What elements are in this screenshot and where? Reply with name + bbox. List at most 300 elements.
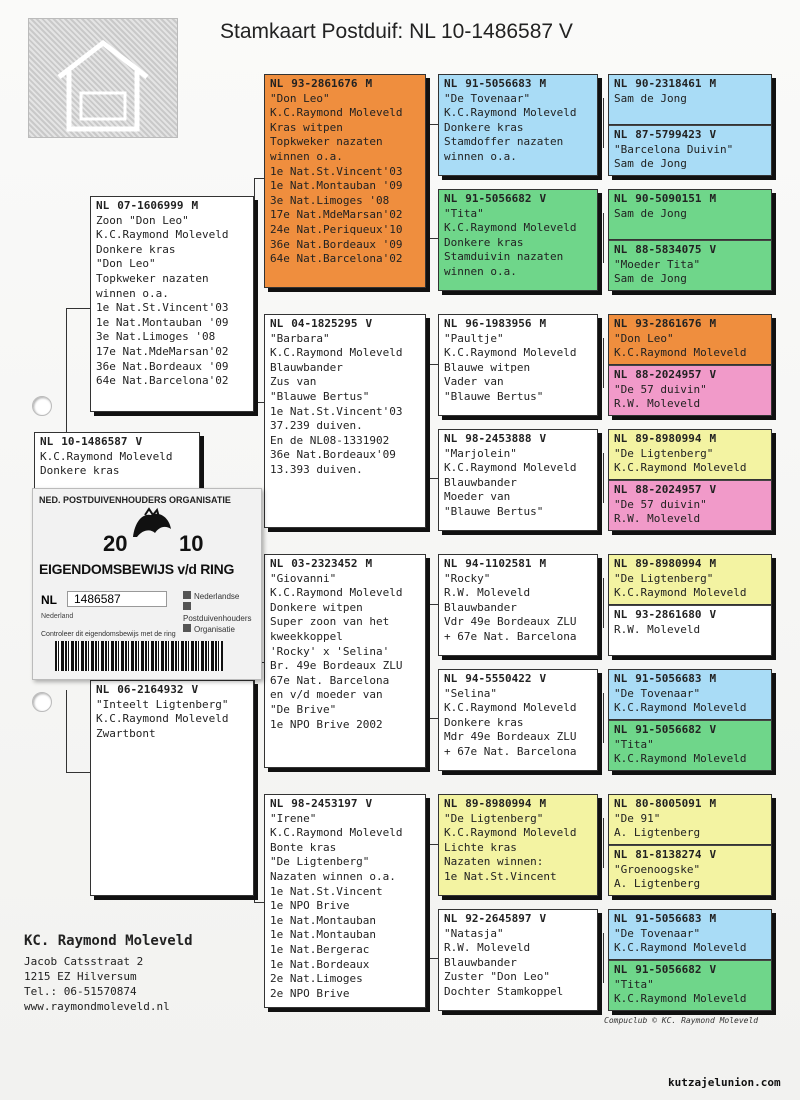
pigeon-card-g3[interactable] (438, 429, 598, 531)
pigeon-line: 17e Nat.MdeMarsan'02 (270, 208, 403, 222)
sex-marker: V (191, 683, 199, 696)
pigeon-line: Nazaten winnen: (444, 855, 544, 869)
ring-number: 91-5056682 (635, 963, 702, 976)
pigeon-line: 1e NPO Brive (270, 899, 350, 913)
pigeon-line: K.C.Raymond Moleveld (96, 228, 229, 242)
pigeon-line: "De Tovenaar" (444, 91, 531, 105)
pigeon-line: 36e Nat.Bordeaux'09 (270, 448, 396, 462)
pigeon-card-g4[interactable] (608, 605, 772, 656)
pigeon-card-g3[interactable] (438, 909, 598, 1011)
pigeon-lines (614, 927, 766, 956)
connector-line (66, 690, 67, 772)
pigeon-line: "De Ligtenberg" (444, 811, 544, 825)
pigeon-card-father[interactable] (90, 196, 254, 412)
pigeon-line: A. Ligtenberg (614, 826, 701, 840)
pigeon-line: K.C.Raymond Moleveld (444, 221, 577, 235)
breeder-phone: Tel.: 06-51570874 (24, 985, 137, 998)
country-code: NL (614, 963, 628, 976)
pigeon-line: R.W. Moleveld (444, 586, 531, 600)
pigeon-line: Mdr 49e Bordeaux ZLU (444, 730, 577, 744)
sex-marker: M (709, 912, 717, 925)
pigeon-lines (270, 572, 420, 733)
pigeon-line: "Irene" (270, 811, 317, 825)
pigeon-card-g4[interactable] (608, 909, 772, 960)
pigeon-line: K.C.Raymond Moleveld (270, 346, 403, 360)
sex-marker: V (709, 963, 717, 976)
country-code: NL (614, 912, 628, 925)
country-code: NL (614, 243, 628, 256)
pigeon-line: 17e Nat.MdeMarsan'02 (96, 344, 229, 358)
ring-number: 90-2318461 (635, 77, 702, 90)
country-code: NL (614, 192, 628, 205)
connector-line (603, 98, 604, 148)
pigeon-lines (614, 447, 766, 476)
pigeon-line: "Rocky" (444, 571, 491, 585)
sex-marker: V (709, 848, 717, 861)
pigeon-line: Moeder van (444, 490, 511, 504)
country-code: NL (614, 797, 628, 810)
country-code: NL (614, 723, 628, 736)
connector-line (428, 604, 429, 718)
country-code: NL (614, 848, 628, 861)
pigeon-lines (444, 447, 592, 520)
pigeon-line: Donkere witpen (270, 600, 363, 614)
pigeon-line: 1e NPO Brive 2002 (270, 717, 383, 731)
pigeon-line: K.C.Raymond Moleveld (270, 826, 403, 840)
pigeon-card-g4[interactable] (608, 480, 772, 531)
ring-number: 88-5834075 (635, 243, 702, 256)
pigeon-line: R.W. Moleveld (614, 397, 701, 411)
pigeon-line: "Paultje" (444, 331, 504, 345)
ring-number: 94-1102581 (465, 557, 532, 570)
pigeon-line: 'Rocky' x 'Selina' (270, 644, 390, 658)
ring-number: 10-1486587 (61, 435, 128, 448)
ring-number: 91-5056682 (635, 723, 702, 736)
pigeon-line: "Blauwe Bertus" (444, 389, 544, 403)
pigeon-line: 1e Nat.Bergerac (270, 942, 370, 956)
pigeon-line: Blauwbander (270, 360, 343, 374)
pigeon-card-g4[interactable] (608, 240, 772, 291)
sex-marker: M (709, 317, 717, 330)
pigeon-card-ff[interactable] (264, 74, 426, 288)
pigeon-line: K.C.Raymond Moleveld (270, 586, 403, 600)
country-code: NL (444, 912, 458, 925)
sex-marker: V (709, 608, 717, 621)
pigeon-line: R.W. Moleveld (614, 512, 701, 526)
pigeon-lines (614, 332, 766, 361)
sex-marker: V (539, 192, 547, 205)
country-code: NL (444, 317, 458, 330)
pigeon-line: K.C.Raymond Moleveld (444, 106, 577, 120)
pigeon-card-mm[interactable] (264, 794, 426, 1008)
pigeon-card-g4[interactable] (608, 365, 772, 416)
pigeon-card-g4[interactable] (608, 794, 772, 845)
sex-marker: V (539, 672, 547, 685)
ring-number: 93-2861680 (635, 608, 702, 621)
pigeon-line: Topkweker nazaten (270, 135, 383, 149)
pigeon-line: Zoon "Don Leo" (96, 213, 189, 227)
pigeon-line: "De Tovenaar" (614, 686, 701, 700)
pigeon-line: "De Ligtenberg" (614, 571, 714, 585)
pigeon-card-mf[interactable] (264, 554, 426, 768)
pigeon-line: "Natasja" (444, 926, 504, 940)
ring-number: 81-8138274 (635, 848, 702, 861)
pigeon-lines (444, 207, 592, 280)
pigeon-card-g4[interactable] (608, 74, 772, 125)
connector-line (428, 844, 438, 845)
pigeon-line: Lichte kras (444, 840, 517, 854)
country-code: NL (614, 672, 628, 685)
pigeon-line: 1e Nat.St.Vincent'03 (96, 301, 229, 315)
pigeon-line: "Barcelona Duivin" (614, 142, 734, 156)
pigeon-line: winnen o.a. (444, 149, 517, 163)
pigeon-line: "Don Leo" (614, 331, 674, 345)
ring-number: 98-2453197 (291, 797, 358, 810)
pigeon-line: kweekkoppel (270, 629, 343, 643)
ring-number: 91-5056683 (635, 912, 702, 925)
pigeon-line: Vader van (444, 375, 504, 389)
pigeon-line: K.C.Raymond Moleveld (96, 712, 229, 726)
pigeon-lines (614, 623, 766, 638)
ring-number: 96-1983956 (465, 317, 532, 330)
pigeon-line: 1e Nat.Montauban '09 (270, 179, 403, 193)
pigeon-lines (270, 812, 420, 1002)
pigeon-card-g3[interactable] (438, 314, 598, 416)
pigeon-line: "Don Leo" (96, 257, 156, 271)
connector-line (66, 308, 92, 309)
sex-marker: M (539, 77, 547, 90)
pigeon-line: "Selina" (444, 686, 497, 700)
punch-hole (32, 692, 52, 712)
pigeon-line: 3e Nat.Limoges '08 (270, 193, 390, 207)
pigeon-card-g4[interactable] (608, 125, 772, 176)
ring-number: 89-8980994 (465, 797, 532, 810)
pigeon-lines (444, 812, 592, 885)
pigeon-line: 37.239 duiven. (270, 419, 363, 433)
ring-number: 90-5090151 (635, 192, 702, 205)
pigeon-line: "Barbara" (270, 331, 330, 345)
pigeon-lines (444, 92, 592, 165)
ownership-title: EIGENDOMSBEWIJS v/d RING (39, 561, 235, 577)
pigeon-line: 1e Nat.Bordeaux (270, 957, 370, 971)
card-ring-number: 1486587 (67, 591, 167, 607)
breeder-website[interactable]: www.raymondmoleveld.nl (24, 1000, 170, 1013)
sex-marker: V (365, 317, 373, 330)
pigeon-line: Stamdoffer nazaten (444, 135, 564, 149)
pigeon-lines (614, 812, 766, 841)
pigeon-line: 36e Nat.Bordeaux '09 (96, 359, 229, 373)
sex-marker: V (365, 797, 373, 810)
pigeon-lines (270, 332, 420, 478)
pigeon-lines (614, 258, 766, 287)
connector-line (254, 662, 255, 902)
country-code: NL (444, 797, 458, 810)
country-code: NL (444, 192, 458, 205)
connector-line (428, 958, 438, 959)
pigeon-line: K.C.Raymond Moleveld (614, 992, 747, 1006)
sex-marker: M (709, 192, 717, 205)
connector-line (254, 178, 255, 402)
pigeon-line: K.C.Raymond Moleveld (614, 461, 747, 475)
pigeon-line: "Tita" (614, 977, 654, 991)
year-left: 20 (103, 531, 128, 556)
pigeon-line: 67e Nat. Barcelona (270, 673, 390, 687)
pigeon-card-g3[interactable] (438, 554, 598, 656)
country-code: NL (444, 557, 458, 570)
ring-number: 91-5056683 (465, 77, 532, 90)
pigeon-line: Donkere kras (40, 464, 120, 478)
pigeon-line: winnen o.a. (444, 264, 517, 278)
pigeon-line: Nazaten winnen o.a. (270, 869, 396, 883)
ring-number: 88-2024957 (635, 368, 702, 381)
pigeon-line: 36e Nat.Bordeaux '09 (270, 237, 403, 251)
pigeon-line: Donkere kras (96, 242, 176, 256)
sex-marker: M (709, 77, 717, 90)
pigeon-card-g4[interactable] (608, 720, 772, 771)
sex-marker: M (191, 199, 199, 212)
country-code: NL (614, 557, 628, 570)
pigeon-line: Zuster "Don Leo" (444, 970, 550, 984)
pigeon-lines (444, 687, 592, 760)
watermark: kutzajelunion.com (668, 1076, 781, 1089)
ring-number: 91-5056683 (635, 672, 702, 685)
ring-number: 94-5550422 (465, 672, 532, 685)
pigeon-line: 64e Nat.Barcelona'02 (96, 374, 229, 388)
sex-marker: V (709, 483, 717, 496)
pigeon-line: 1e Nat.St.Vincent'03 (270, 404, 403, 418)
pigeon-card-g3[interactable] (438, 794, 598, 896)
connector-line (603, 933, 604, 983)
pigeon-line: K.C.Raymond Moleveld (614, 941, 747, 955)
punch-hole (32, 396, 52, 416)
connector-line (428, 604, 438, 605)
pigeon-line: Topkweker nazaten (96, 271, 209, 285)
pigeon-lines (96, 698, 248, 742)
pigeon-card-mother[interactable] (90, 680, 254, 896)
card-control-text: Controleer dit eigendomsbewijs met de ring (41, 631, 176, 638)
pigeon-line: "Giovanni" (270, 571, 337, 585)
ring-number: 98-2453888 (465, 432, 532, 445)
pigeon-line: "Marjolein" (444, 446, 517, 460)
pigeon-card-g4[interactable] (608, 669, 772, 720)
pigeon-line: K.C.Raymond Moleveld (614, 701, 747, 715)
pigeon-line: R.W. Moleveld (444, 941, 531, 955)
pigeon-line: "Inteelt Ligtenberg" (96, 697, 229, 711)
breeder-street: Jacob Catsstraat 2 (24, 955, 144, 968)
pigeon-line: Br. 49e Bordeaux ZLU (270, 659, 403, 673)
connector-line (428, 364, 429, 478)
ring-number: 80-8005091 (635, 797, 702, 810)
pigeon-line: 1e Nat.St.Vincent'03 (270, 164, 403, 178)
pigeon-lines (444, 927, 592, 1000)
connector-line (428, 364, 438, 365)
country-code: NL (614, 317, 628, 330)
connector-line (428, 718, 438, 719)
pigeon-line: winnen o.a. (96, 286, 169, 300)
connector-line (428, 124, 438, 125)
pigeon-line: Vdr 49e Bordeaux ZLU (444, 615, 577, 629)
sex-marker: M (709, 557, 717, 570)
pigeon-line: Donkere kras (444, 120, 524, 134)
pigeon-line: "De Tovenaar" (614, 926, 701, 940)
pigeon-line: A. Ligtenberg (614, 877, 701, 891)
pigeon-lines (614, 978, 766, 1007)
sex-marker: M (539, 317, 547, 330)
country-code: NL (96, 683, 110, 696)
connector-line (603, 338, 604, 388)
pigeon-line: K.C.Raymond Moleveld (614, 752, 747, 766)
pigeon-line: K.C.Raymond Moleveld (444, 346, 577, 360)
pigeon-line: 1e Nat.St.Vincent (270, 884, 383, 898)
connector-line (603, 453, 604, 503)
ring-number: 93-2861676 (291, 77, 358, 90)
pigeon-line: 24e Nat.Periqueux'10 (270, 222, 403, 236)
pigeon-line: Kras witpen (270, 120, 343, 134)
country-code: NL (270, 317, 284, 330)
pigeon-line: "Tita" (614, 737, 654, 751)
pigeon-card-g4[interactable] (608, 314, 772, 365)
pigeon-card-g4[interactable] (608, 554, 772, 605)
sex-marker: V (709, 128, 717, 141)
country-code: NL (614, 608, 628, 621)
ring-number: 07-1606999 (117, 199, 184, 212)
pigeon-line: Blauwe witpen (444, 360, 531, 374)
pigeon-card-g3[interactable] (438, 189, 598, 291)
ring-number: 03-2323452 (291, 557, 358, 570)
pigeon-line: Donkere kras (444, 715, 524, 729)
pigeon-line: Donkere kras (444, 235, 524, 249)
compuclub-credit: Compuclub © KC. Raymond Moleveld (604, 1016, 759, 1025)
pigeon-lines (614, 572, 766, 601)
connector-line (603, 693, 604, 743)
country-code: NL (270, 797, 284, 810)
pigeon-line: Bonte kras (270, 840, 337, 854)
pigeon-lines (614, 143, 766, 172)
pigeon-line: K.C.Raymond Moleveld (444, 461, 577, 475)
pigeon-line: 64e Nat.Barcelona'02 (270, 252, 403, 266)
pigeon-line: 2e Nat.Limoges (270, 972, 363, 986)
pigeon-card-g4[interactable] (608, 189, 772, 240)
pigeon-line: Stamduivin nazaten (444, 250, 564, 264)
pigeon-line: Blauwbander (444, 600, 517, 614)
pigeon-line: en v/d moeder van (270, 688, 383, 702)
year-right: 10 (179, 531, 204, 556)
card-country: Nederland (41, 613, 74, 620)
pigeon-card-g4[interactable] (608, 960, 772, 1011)
country-code: NL (96, 199, 110, 212)
pigeon-line: Sam de Jong (614, 272, 687, 286)
sex-marker: V (709, 368, 717, 381)
house-icon (29, 19, 177, 137)
breeder-logo (28, 18, 178, 138)
pigeon-line: 1e Nat.Montauban (270, 928, 376, 942)
pigeon-line: Super zoon van het (270, 615, 390, 629)
breeder-city: 1215 EZ Hilversum (24, 970, 137, 983)
pigeon-card-g4[interactable] (608, 429, 772, 480)
ring-number: 06-2164932 (117, 683, 184, 696)
ring-number: 91-5056682 (465, 192, 532, 205)
card-org: NED. POSTDUIVENHOUDERS ORGANISATIE (39, 495, 231, 505)
pigeon-lines (614, 738, 766, 767)
country-code: NL (444, 672, 458, 685)
ring-number: 04-1825295 (291, 317, 358, 330)
pigeon-card-g4[interactable] (608, 845, 772, 896)
pigeon-line: + 67e Nat. Barcelona (444, 744, 577, 758)
sex-marker: M (709, 432, 717, 445)
pigeon-line: "Moeder Tita" (614, 257, 701, 271)
page-title: Stamkaart Postduif: NL 10-1486587 V (220, 20, 573, 43)
pigeon-lines (614, 498, 766, 527)
pigeon-line: "Groenoogske" (614, 862, 701, 876)
country-code: NL (40, 435, 54, 448)
pigeon-line: "Don Leo" (270, 91, 330, 105)
country-code: NL (444, 77, 458, 90)
pigeon-lines (614, 92, 766, 107)
pigeon-line: Zus van (270, 375, 317, 389)
pigeon-line: "De 57 duivin" (614, 497, 707, 511)
country-code: NL (614, 432, 628, 445)
card-country-code: NL (41, 593, 57, 607)
pigeon-line: "De Ligtenberg" (270, 855, 370, 869)
country-code: NL (270, 77, 284, 90)
pigeon-line: Sam de Jong (614, 206, 687, 220)
pigeon-lines (270, 92, 420, 267)
pigeon-line: Dochter Stamkoppel (444, 984, 564, 998)
breeder-info (24, 934, 193, 1014)
connector-line (603, 578, 604, 628)
connector-line (603, 213, 604, 263)
country-code: NL (614, 368, 628, 381)
country-code: NL (614, 77, 628, 90)
pigeon-line: winnen o.a. (270, 149, 343, 163)
pigeon-card-g3[interactable] (438, 669, 598, 771)
sex-marker: V (709, 243, 717, 256)
pigeon-line: "De 91" (614, 811, 661, 825)
sex-marker: M (365, 557, 373, 570)
country-code: NL (444, 432, 458, 445)
pigeon-line: Sam de Jong (614, 91, 687, 105)
pigeon-card-fm[interactable] (264, 314, 426, 528)
sex-marker: M (539, 557, 547, 570)
pigeon-line: "Blauwe Bertus" (444, 504, 544, 518)
pigeon-card-g3[interactable] (438, 74, 598, 176)
pigeon-line: En de NL08-1331902 (270, 433, 390, 447)
ring-number: 92-2645897 (465, 912, 532, 925)
ring-number: 93-2861676 (635, 317, 702, 330)
pigeon-line: + 67e Nat. Barcelona (444, 629, 577, 643)
country-code: NL (614, 128, 628, 141)
pigeon-line: "Tita" (444, 206, 484, 220)
pigeon-lines (614, 383, 766, 412)
lion-emblem-icon (129, 507, 175, 543)
connector-line (428, 238, 438, 239)
pigeon-lines (444, 332, 592, 405)
country-code: NL (270, 557, 284, 570)
connector-line (66, 308, 67, 438)
sex-marker: V (539, 432, 547, 445)
sex-marker: M (709, 797, 717, 810)
sex-marker: V (135, 435, 143, 448)
pigeon-line: R.W. Moleveld (614, 622, 701, 636)
pigeon-line: 13.393 duiven. (270, 462, 363, 476)
breeder-name: KC. Raymond Moleveld (24, 933, 193, 949)
pigeon-line: K.C.Raymond Moleveld (444, 826, 577, 840)
ring-number: 87-5799423 (635, 128, 702, 141)
country-code: NL (614, 483, 628, 496)
pigeon-line: Zwartbont (96, 726, 156, 740)
ring-number: 88-2024957 (635, 483, 702, 496)
pigeon-line: K.C.Raymond Moleveld (444, 701, 577, 715)
